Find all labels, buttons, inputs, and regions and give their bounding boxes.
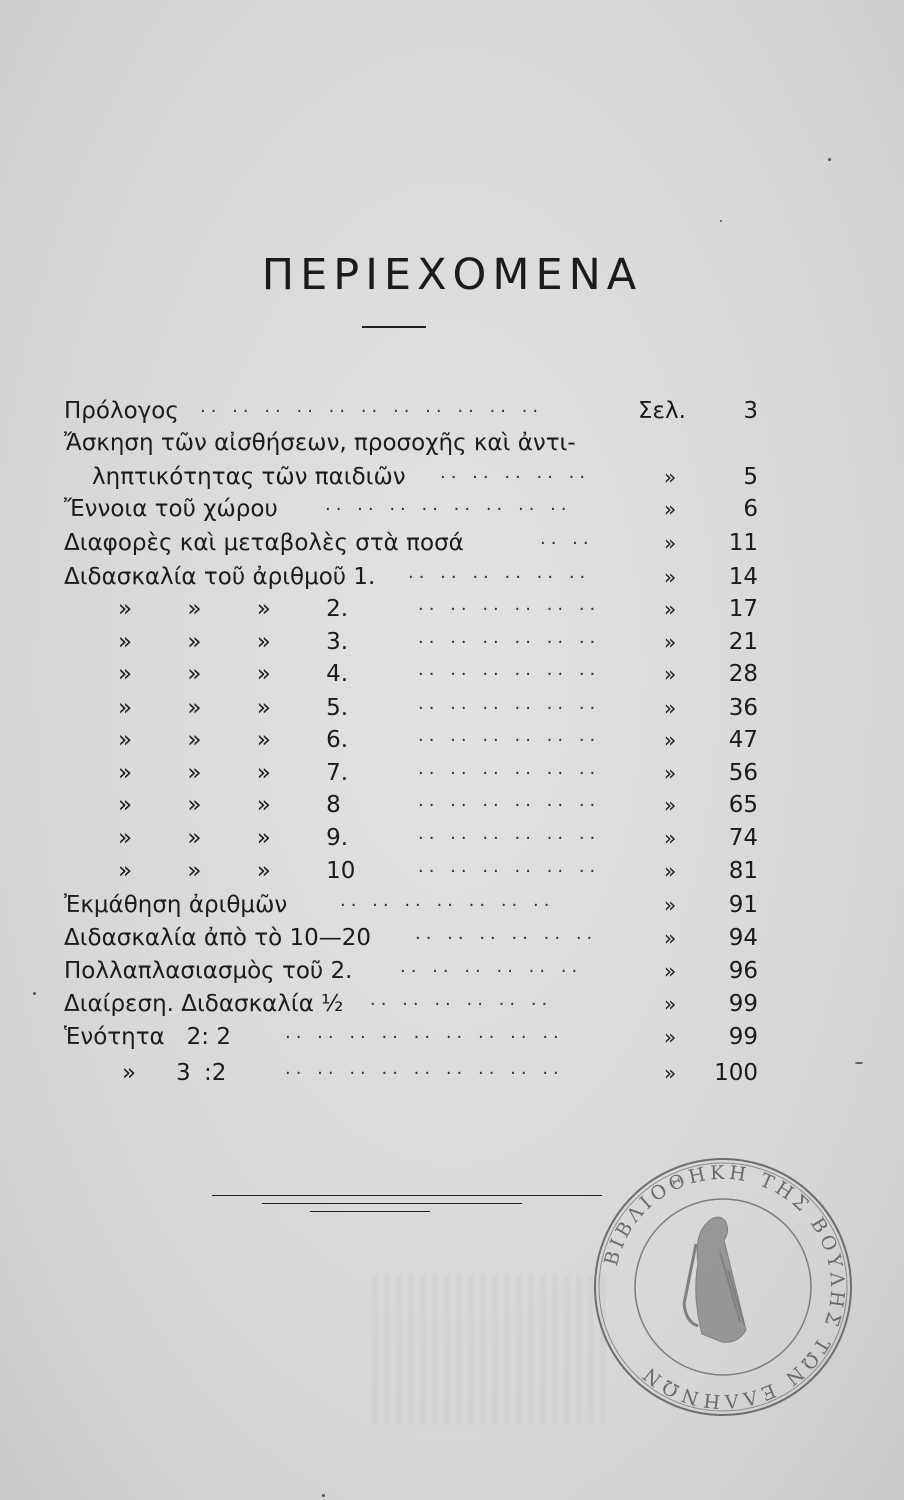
- toc-entry-label: Ἑνότητα 2: 2: [64, 1024, 231, 1050]
- ditto-mark: »: [664, 1025, 677, 1049]
- page-number: 74: [728, 825, 758, 851]
- leader-dots: .. .. .. .. ..: [440, 462, 591, 483]
- toc-entry-label: Διδασκαλία τοῦ ἀριθμοῦ 1.: [64, 564, 376, 590]
- page-number: 6: [743, 496, 758, 522]
- page-number: 3: [743, 398, 758, 424]
- toc-entry-label: » » » 2.: [118, 596, 349, 622]
- toc-entry-label: Ἐκμάθηση ἀριθμῶν: [64, 892, 288, 918]
- ditto-mark: »: [664, 465, 677, 489]
- toc-row: [0, 988, 904, 1020]
- library-stamp: [588, 1152, 858, 1422]
- toc-entry-label: Διαφορὲς καὶ μεταβολὲς στὰ ποσά: [64, 530, 464, 556]
- ditto-mark: »: [664, 531, 677, 555]
- leader-dots: .. .. .. .. .. ..: [418, 790, 601, 811]
- page-number: 28: [728, 661, 758, 687]
- toc-entry-label: » » » 9.: [118, 825, 349, 851]
- leader-dots: .. .. .. .. .. ..: [418, 758, 601, 779]
- toc-row: [0, 427, 904, 459]
- ditto-mark: »: [664, 992, 677, 1016]
- leader-dots: .. .. .. .. .. ..: [418, 725, 601, 746]
- toc-row: [0, 527, 904, 559]
- toc-entry-label: » » » 8: [118, 792, 341, 818]
- ditto-mark: »: [664, 662, 677, 686]
- toc-entry-label: Ἔννοια τοῦ χώρου: [64, 496, 278, 522]
- page-number: 99: [728, 991, 758, 1017]
- page-number: 17: [728, 596, 758, 622]
- ditto-mark: »: [664, 565, 677, 589]
- leader-dots: .. .. .. .. .. ..: [418, 693, 601, 714]
- toc-entry-label: Διαίρεση. Διδασκαλία ½: [64, 991, 344, 1017]
- toc-entry-label: » 3 :2: [122, 1060, 227, 1086]
- stamp-ring-text: ΒΙΒΛΙΟΘΗΚΗ ΤΗΣ ΒΟΥΛΗΣ ΤΩΝ ΕΛΛΗΝΩΝ: [600, 1161, 849, 1413]
- toc-entry-label: » » » 3.: [118, 629, 349, 655]
- toc-entry-label: Πολλαπλασιασμὸς τοῦ 2.: [64, 958, 353, 984]
- page-number: 21: [728, 629, 758, 655]
- toc-row: [0, 395, 904, 427]
- page-number: 91: [728, 892, 758, 918]
- page-number: 96: [728, 958, 758, 984]
- leader-dots: .. .. .. .. .. .. .. .. .. .. ..: [200, 396, 544, 417]
- page-number: 14: [728, 564, 758, 590]
- toc-entry-label: » » » 7.: [118, 760, 349, 786]
- toc-entry-label: » » » 10: [118, 858, 356, 884]
- leader-dots: .. .. .. .. .. .. .. .. ..: [285, 1058, 564, 1079]
- toc-row: [0, 822, 904, 854]
- leader-dots: .. .. .. .. .. ..: [418, 594, 601, 615]
- page-number: 11: [728, 530, 758, 556]
- ditto-mark: »: [664, 597, 677, 621]
- toc-entry-label: Διδασκαλία ἀπὸ τὸ 10—20: [64, 925, 372, 951]
- page-number: 65: [728, 792, 758, 818]
- ink-speck: [33, 992, 36, 995]
- toc-row: [0, 658, 904, 690]
- leader-dots: .. .. .. .. .. ..: [370, 989, 553, 1010]
- ditto-mark: »: [664, 859, 677, 883]
- ditto-mark: »: [664, 959, 677, 983]
- page-number: 94: [728, 925, 758, 951]
- leader-dots: .. .. .. .. .. ..: [418, 856, 601, 877]
- leader-dots: .. .. .. .. .. .. ..: [340, 890, 555, 911]
- page-number: 56: [728, 760, 758, 786]
- page-number: 100: [714, 1060, 758, 1086]
- closing-rule: [212, 1195, 602, 1196]
- page-header-label: Σελ.: [638, 398, 686, 424]
- toc-row: [0, 493, 904, 525]
- ditto-mark: »: [664, 761, 677, 785]
- page-number: 47: [728, 727, 758, 753]
- leader-dots: .. .. .. .. .. .. .. .. ..: [285, 1022, 564, 1043]
- ditto-mark: »: [664, 893, 677, 917]
- toc-row: [0, 955, 904, 987]
- ink-speck: [322, 1494, 325, 1497]
- toc-entry-label: » » » 4.: [118, 661, 349, 687]
- ditto-mark: »: [664, 793, 677, 817]
- title-rule: [362, 326, 426, 328]
- closing-rule-short: [262, 1203, 522, 1204]
- leader-dots: .. .. .. .. .. ..: [408, 562, 591, 583]
- closing-rule-shorter: [310, 1211, 430, 1212]
- toc-entry-label: ληπτικότητας τῶν παιδιῶν: [92, 464, 406, 490]
- ditto-mark: »: [664, 630, 677, 654]
- leader-dots: .. .. .. .. .. ..: [400, 956, 583, 977]
- page-number: 36: [728, 695, 758, 721]
- leader-dots: .. .. .. .. .. ..: [415, 923, 598, 944]
- bleed-through-mark: [372, 1275, 612, 1425]
- toc-entry-label: » » » 5.: [118, 695, 349, 721]
- toc-row: [0, 593, 904, 625]
- ditto-mark: »: [664, 1061, 677, 1085]
- toc-row: [0, 855, 904, 887]
- toc-row: [0, 1057, 904, 1089]
- toc-row: [0, 922, 904, 954]
- leader-dots: .. ..: [540, 528, 594, 549]
- ink-speck: [720, 220, 722, 222]
- ditto-mark: »: [664, 696, 677, 720]
- leader-dots: .. .. .. .. .. ..: [418, 659, 601, 680]
- toc-row: [0, 789, 904, 821]
- toc-entry-label: Ἄσκηση τῶν αἰσθήσεων, προσοχῆς καὶ ἀντι-: [64, 430, 576, 456]
- ditto-mark: »: [664, 926, 677, 950]
- leader-dots: .. .. .. .. .. .. .. ..: [325, 494, 572, 515]
- leader-dots: .. .. .. .. .. ..: [418, 823, 601, 844]
- toc-row: [0, 889, 904, 921]
- ditto-mark: »: [664, 826, 677, 850]
- page-number: 99: [728, 1024, 758, 1050]
- ditto-mark: »: [664, 728, 677, 752]
- toc-row: [0, 1021, 904, 1053]
- toc-entry-label: » » » 6.: [118, 727, 349, 753]
- leader-dots: .. .. .. .. .. ..: [418, 627, 601, 648]
- toc-row: [0, 724, 904, 756]
- ink-speck: [828, 158, 831, 161]
- ditto-mark: »: [664, 497, 677, 521]
- page-number: 5: [743, 464, 758, 490]
- toc-entry-label: Πρόλογος: [64, 398, 179, 424]
- stamp-figure: [684, 1217, 746, 1342]
- page-number: 81: [728, 858, 758, 884]
- page-title: ΠΕΡΙΕΧΟΜΕΝΑ: [261, 250, 643, 300]
- ink-speck: [855, 1062, 863, 1064]
